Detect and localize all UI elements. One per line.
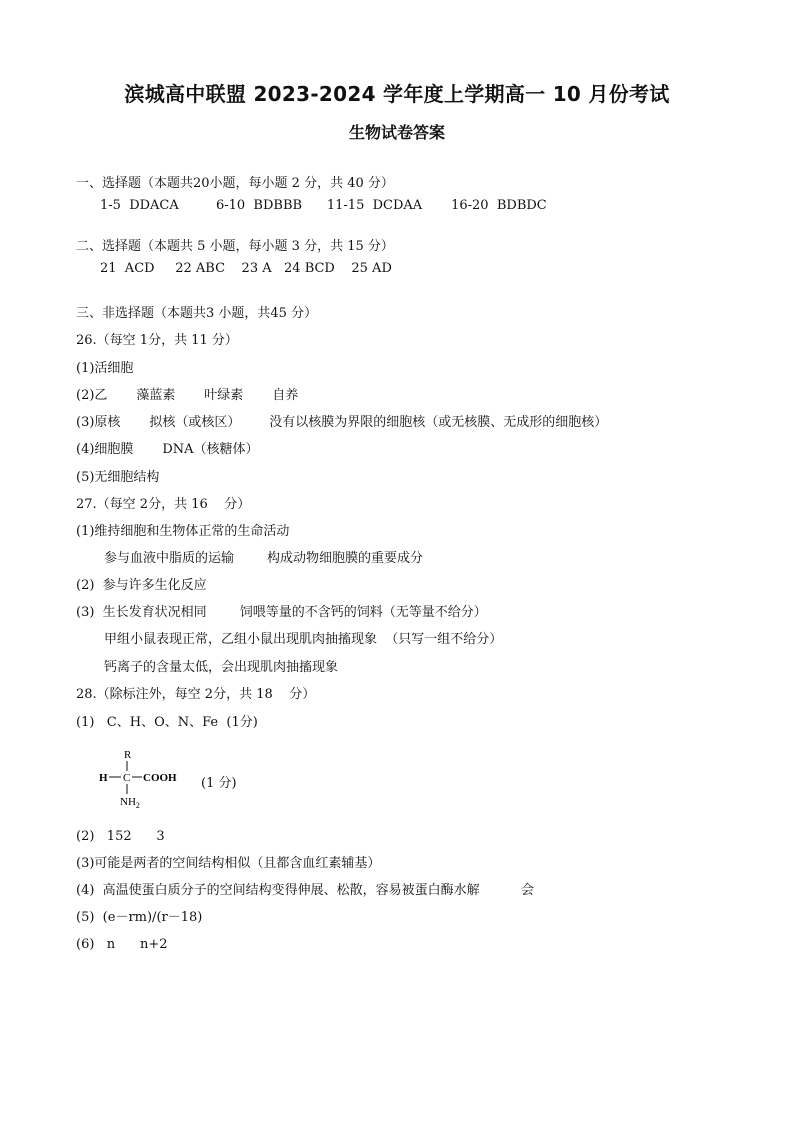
section-1-heading: 一、选择题（本题共20小题，每小题 2 分，共 40 分） [76, 176, 394, 191]
q27-heading: 27.（每空 2分，共 16 分） [76, 497, 251, 512]
q28-answer-5: (5) (e－rm)/(r－18) [76, 910, 203, 925]
q26-answer-2: (2)乙 藻蓝素 叶绿素 自养 [76, 388, 299, 403]
q27-answer-3c: 钙离子的含量太低，会出现肌肉抽搐现象 [104, 660, 339, 675]
section-2-heading: 二、选择题（本题共 5 小题，每小题 3 分，共 15 分） [76, 239, 394, 254]
amino-acid-structural-formula [96, 746, 276, 810]
q26-answer-3: (3)原核 拟核（或核区） 没有以核膜为界限的细胞核（或无核膜、无成形的细胞核） [76, 415, 608, 430]
section-1-answers: 1-5 DDACA 6-10 BDBBB 11-15 DCDAA 16-20 BDBDC [100, 198, 547, 213]
page-title: 滨城高中联盟 2023-2024 学年度上学期高一 10 月份考试 [124, 82, 670, 106]
q26-answer-5: (5)无细胞结构 [76, 470, 160, 485]
page-subtitle: 生物试卷答案 [348, 123, 445, 142]
q27-answer-3a: (3) 生长发育状况相同 饲喂等量的不含钙的饲料（无等量不给分） [76, 605, 487, 620]
q27-answer-2: (2) 参与许多生化反应 [76, 578, 207, 593]
q26-answer-4: (4)细胞膜 DNA（核糖体） [76, 442, 259, 457]
q28-answer-3: (3)可能是两者的空间结构相似（且都含血红素辅基） [76, 856, 381, 871]
q28-answer-6: (6) n n+2 [76, 937, 168, 952]
q28-heading: 28.（除标注外，每空 2分，共 18 分） [76, 687, 316, 702]
q27-answer-3b: 甲组小鼠表现正常，乙组小鼠出现肌肉抽搐现象 （只写一组不给分） [104, 632, 503, 647]
q27-answer-1b: 参与血液中脂质的运输 构成动物细胞膜的重要成分 [104, 551, 424, 566]
h-atom-label: H [99, 772, 108, 784]
q26-answer-1: (1)活细胞 [76, 361, 134, 376]
section-2-answers: 21 ACD 22 ABC 23 A 24 BCD 25 AD [100, 261, 392, 276]
r-group-label: R [124, 749, 132, 761]
amino-group-label: $NH_2$ [120, 796, 140, 810]
section-3-heading: 三、非选择题（本题共3 小题，共45 分） [76, 306, 318, 321]
q28-answer-4: (4) 高温使蛋白质分子的空间结构变得伸展、松散，容易被蛋白酶水解 会 [76, 883, 535, 898]
structure-score-note: (1 分) [201, 776, 237, 791]
q28-answer-2: (2) 152 3 [76, 829, 165, 844]
carboxyl-group-label: COOH [143, 772, 177, 784]
alpha-carbon-label: C [123, 772, 131, 784]
q27-answer-1a: (1)维持细胞和生物体正常的生命活动 [76, 524, 290, 539]
q26-heading: 26.（每空 1分，共 11 分） [76, 333, 238, 348]
q28-answer-1: (1) C、H、O、N、Fe (1分) [76, 715, 258, 730]
